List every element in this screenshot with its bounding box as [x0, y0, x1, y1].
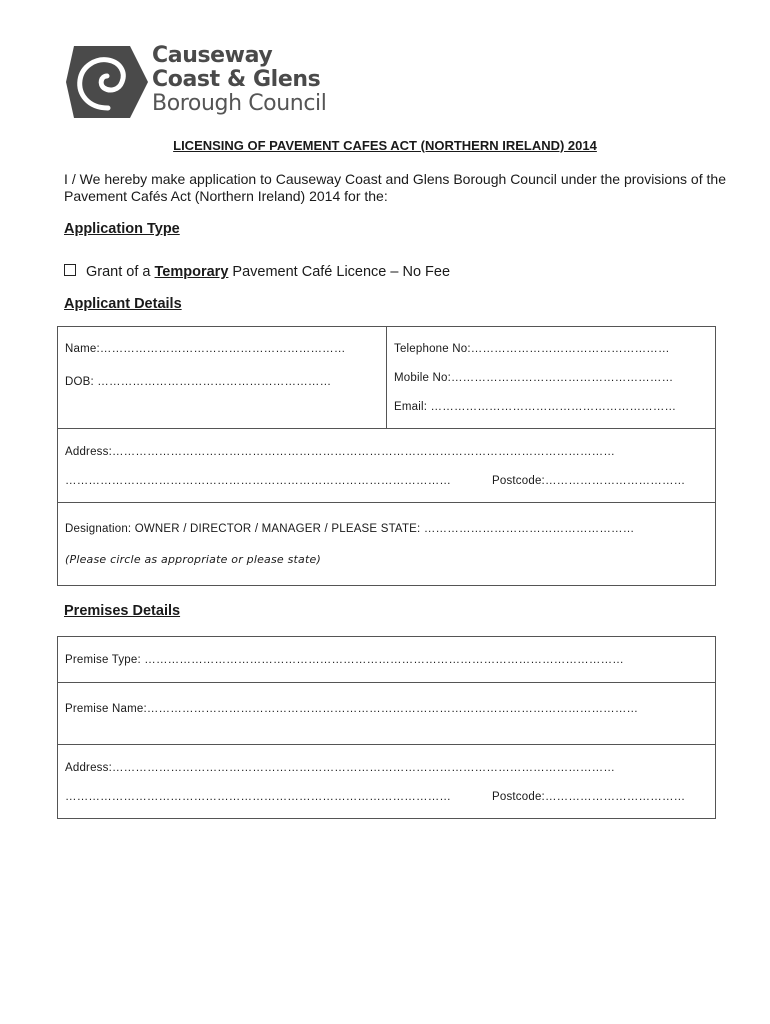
- address-line-2[interactable]: ………………………………………………………………………………………: [65, 475, 452, 487]
- premises-details-heading: Premises Details: [64, 603, 181, 619]
- application-type-heading: Application Type: [64, 221, 180, 237]
- premise-address-line-1[interactable]: Address:…………………………………………………………………………………………………………………: [65, 762, 616, 774]
- designation-field[interactable]: Designation: OWNER / DIRECTOR / MANAGER / PLEASE STATE: ………………………………………………: [65, 523, 635, 535]
- premise-type-row: [58, 637, 715, 683]
- name-field[interactable]: Name:………………………………………………………: [65, 343, 346, 355]
- mobile-field[interactable]: Mobile No:…………………………………………………: [394, 372, 674, 384]
- postcode-field[interactable]: Postcode:………………………………: [492, 475, 686, 487]
- premise-postcode-field[interactable]: Postcode:………………………………: [492, 791, 686, 803]
- premises-details-table: [57, 636, 716, 819]
- logo-line-2: Coast & Glens: [152, 67, 321, 92]
- designation-row: [58, 503, 715, 585]
- designation-note: (Please circle as appropriate or please state): [65, 553, 321, 566]
- applicant-address-row: [58, 429, 715, 503]
- temporary-licence-checkbox[interactable]: [64, 264, 76, 276]
- option-emphasis: Temporary: [154, 264, 229, 280]
- premise-address-row: [58, 745, 715, 818]
- applicant-details-heading: Applicant Details: [64, 296, 182, 312]
- intro-paragraph: I / We hereby make application to Causeway Coast and Glens Borough Council under the provisions of the Pavement Cafés Act (Northern Ireland) 2014 for the:: [64, 171, 726, 204]
- email-field[interactable]: Email: ………………………………………………………: [394, 401, 677, 413]
- page-title: LICENSING OF PAVEMENT CAFES ACT (NORTHERN IRELAND) 2014: [173, 138, 597, 153]
- logo-line-3: Borough Council: [152, 91, 327, 116]
- column-divider: [386, 327, 387, 428]
- premise-name-row: [58, 683, 715, 745]
- premise-address-line-2[interactable]: ………………………………………………………………………………………: [65, 791, 452, 803]
- option-prefix: Grant of a: [86, 264, 151, 280]
- dob-field[interactable]: DOB: ……………………………………………………: [65, 376, 332, 388]
- address-line-1[interactable]: Address:…………………………………………………………………………………………………………………: [65, 446, 616, 458]
- spiral-hexagon-icon: [64, 44, 154, 120]
- logo-wordmark: [152, 44, 326, 116]
- temporary-licence-option[interactable]: [64, 264, 450, 280]
- applicant-contact-row: [58, 327, 715, 429]
- premise-name-field[interactable]: Premise Name:………………………………………………………………………………………………………………: [65, 703, 639, 715]
- premise-type-field[interactable]: Premise Type: ……………………………………………………………………………………………………………: [65, 654, 624, 666]
- logo-line-1: Causeway: [152, 43, 273, 68]
- telephone-field[interactable]: Telephone No:……………………………………………: [394, 343, 670, 355]
- option-suffix: Pavement Café Licence – No Fee: [232, 264, 451, 280]
- applicant-details-table: [57, 326, 716, 586]
